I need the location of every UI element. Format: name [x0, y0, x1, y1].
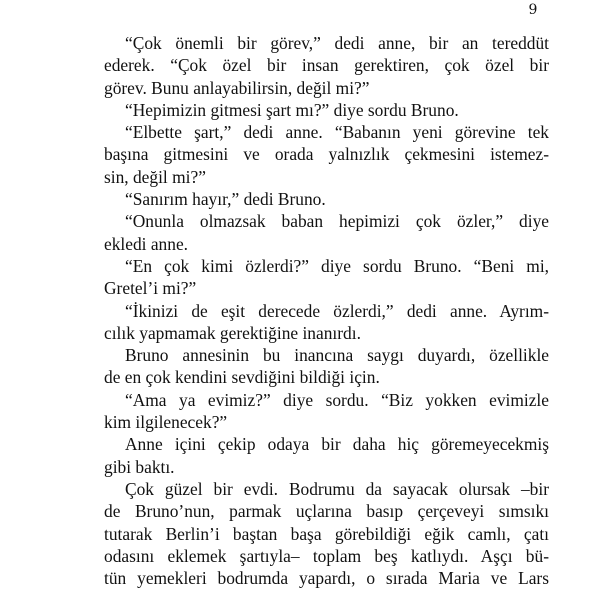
text-line: “Elbette şart,” dedi anne. “Babanın yeni görevine tek [125, 122, 549, 143]
text-line: “İkinizi de eşit derecede özlerdi,” dedi anne. Ayrım- [125, 300, 549, 321]
text-line: “Ama ya evimiz?” diye sordu. “Biz yokken evimizle [125, 389, 549, 410]
body-text [104, 32, 549, 589]
text-line: Gretel’i mi?” [104, 278, 197, 299]
text-line: Bruno annesinin bu inancına saygı duyardı, özellikle [125, 345, 549, 366]
text-line: tutarak Berlin’i baştan başa görebildiği eğik camlı, çatı [104, 523, 549, 544]
text-line: “Onunla olmazsak baban hepimizi çok özler,” diye [125, 211, 549, 232]
text-line: de Bruno’nun, parmak uçlarına basıp çerçeveyi sımsıkı [104, 501, 549, 522]
text-line: gibi baktı. [104, 456, 175, 477]
text-line: Anne içini çekip odaya bir daha hiç göremeyecekmiş [125, 434, 549, 455]
text-line: ederek. “Çok özel bir insan gerektiren, çok özel bir [104, 55, 549, 76]
text-line: “En çok kimi özlerdi?” diye sordu Bruno. “Beni mi, [125, 255, 549, 276]
text-line: cılık yapmamak gerektiğine inanırdı. [104, 322, 361, 343]
text-line: görev. Bunu anlayabilirsin, değil mi?” [104, 77, 370, 98]
text-line: Çok güzel bir evdi. Bodrumu da sayacak olursak –bir [125, 478, 549, 499]
text-line: tün yemekleri bodrumda yapardı, o sırada Maria ve Lars [104, 568, 549, 589]
page-number: 9 [528, 2, 538, 18]
text-line: “Hepimizin gitmesi şart mı?” diye sordu Bruno. [125, 99, 459, 120]
text-line: sin, değil mi?” [104, 166, 206, 187]
text-line: “Sanırım hayır,” dedi Bruno. [125, 189, 326, 210]
text-line: ekledi anne. [104, 233, 189, 254]
text-line: “Çok önemli bir görev,” dedi anne, bir an tereddüt [125, 33, 549, 53]
text-line: de en çok kendini sevdiğini bildiği için. [104, 367, 380, 388]
text-line: odasını eklemek şartıyla– toplam beş katlıydı. Aşçı bü- [104, 545, 549, 566]
text-line: kim ilgilenecek?” [104, 412, 228, 433]
text-line: başına gitmesini ve orada yalnızlık çekmesini istemez- [104, 144, 549, 165]
